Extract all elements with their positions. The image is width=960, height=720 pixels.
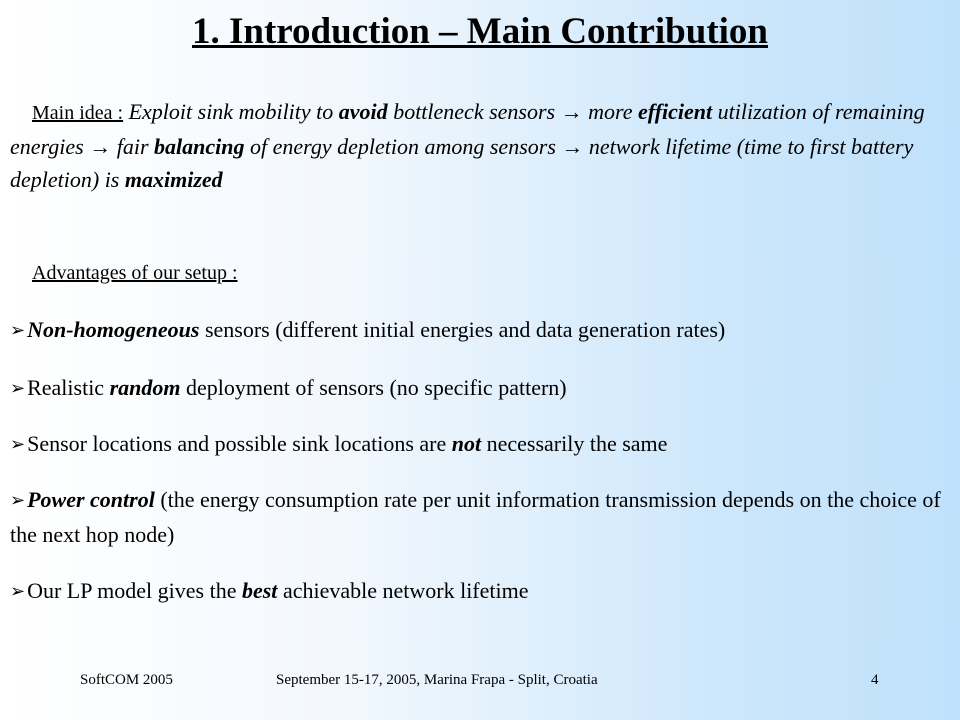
- main-idea-text-2: bottleneck sensors → more: [387, 99, 638, 124]
- arrowhead-bullet-icon: ➢: [10, 581, 26, 601]
- bullet-item: [10, 427, 945, 462]
- arrowhead-bullet-icon: ➢: [10, 490, 26, 510]
- arrowhead-bullet-icon: ➢: [10, 320, 26, 340]
- main-idea-text-3: utilization of remaining energies → fair: [10, 99, 925, 159]
- main-idea-bold-avoid: avoid: [338, 99, 388, 124]
- arrowhead-bullet-icon: ➢: [10, 378, 26, 398]
- bullet-emphasis: Non-homogeneous: [27, 317, 200, 342]
- bullet-emphasis: not: [451, 431, 482, 456]
- main-idea-bold-maximized: maximized: [124, 167, 223, 192]
- main-idea-bold-balancing: balancing: [154, 134, 245, 159]
- main-idea-paragraph: [10, 95, 940, 196]
- advantages-heading: Advantages of our setup :: [32, 262, 238, 284]
- bullet-emphasis: Power control: [27, 487, 155, 512]
- main-idea-text-4: of energy depletion among sensors → network lifetime (time to first battery depletion) is: [10, 134, 914, 192]
- bullet-emphasis: random: [109, 375, 181, 400]
- main-idea-bold-efficient: efficient: [638, 99, 713, 124]
- footer-page-number: 4: [871, 672, 879, 688]
- bullet-text: Our LP model gives the: [27, 578, 242, 603]
- bullet-text: achievable network lifetime: [277, 578, 529, 603]
- bullet-item: [10, 483, 945, 551]
- bullet-item: [10, 371, 945, 406]
- bullet-text: Sensor locations and possible sink locations are: [27, 431, 452, 456]
- bullet-item: [10, 574, 945, 609]
- bullet-text: deployment of sensors (no specific pattern): [180, 375, 567, 400]
- bullet-item: [10, 313, 945, 348]
- slide-title: 1. Introduction – Main Contribution: [192, 11, 768, 52]
- main-idea-label: Main idea :: [32, 102, 124, 124]
- footer-conference: SoftCOM 2005: [80, 672, 173, 688]
- bullet-text: (the energy consumption rate per unit information transmission depends on the choice of the next hop node): [10, 487, 941, 547]
- footer-date-location: September 15-17, 2005, Marina Frapa - Split, Croatia: [276, 672, 598, 688]
- bullet-text: necessarily the same: [481, 431, 668, 456]
- bullet-text: Realistic: [27, 375, 110, 400]
- main-idea-text-1: Exploit sink mobility to: [123, 99, 339, 124]
- bullet-emphasis: best: [241, 578, 278, 603]
- arrowhead-bullet-icon: ➢: [10, 434, 26, 454]
- bullet-text: sensors (different initial energies and data generation rates): [199, 317, 726, 342]
